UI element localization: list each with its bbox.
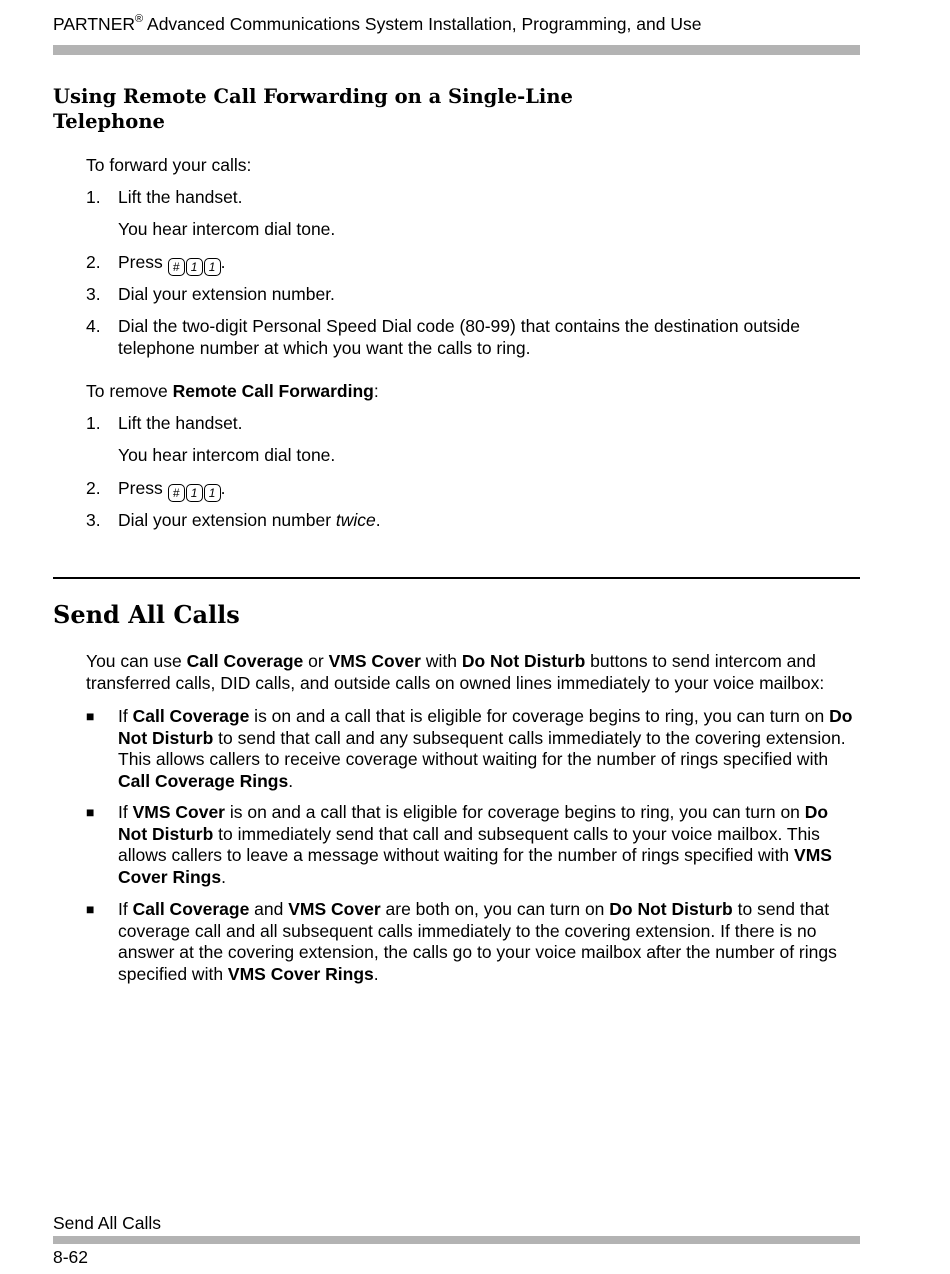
step-text: Press # 1 1 .: [118, 478, 226, 500]
one-key-icon: 1: [204, 258, 221, 276]
pound-key-icon: #: [168, 258, 185, 276]
bullet-square-icon: ■: [86, 708, 95, 724]
one-key-icon: 1: [186, 258, 203, 276]
bullet-square-icon: ■: [86, 901, 95, 917]
step-text: Dial your extension number.: [118, 284, 335, 304]
step-number: 3.: [86, 284, 101, 304]
step-text: Lift the handset.: [118, 413, 243, 433]
one-key-icon: 1: [204, 484, 221, 502]
running-header: [53, 14, 701, 35]
bullet-item: If VMS Cover is on and a call that is eligible for coverage begins to ring, you can turn on Do Not Disturb to immediately send that call and subsequent calls to your voice mailbox. This allows callers to leave a message without waiting for the number of rings specified with VMS Cover Rings.: [118, 802, 832, 887]
step-text: Dial your extension number twice.: [118, 510, 381, 530]
section-divider: [53, 577, 860, 579]
step-number: 1.: [86, 413, 101, 433]
step-number: 3.: [86, 510, 101, 530]
step-text: Press # 1 1 .: [118, 252, 226, 274]
running-footer: Send All Calls: [53, 1213, 161, 1233]
footer-bar: [53, 1236, 860, 1244]
section-heading-send-all-calls: Send All Calls: [53, 600, 240, 629]
header-brand: PARTNER: [53, 14, 136, 34]
pound-key-icon: #: [168, 484, 185, 502]
bullet-item: If Call Coverage is on and a call that is eligible for coverage begins to ring, you can turn on Do Not Disturb to send that call and any subsequent calls immediately to the covering extension. This allows callers to receive coverage without waiting for the number of rings specified with Call Coverage Rings.: [118, 706, 853, 791]
step-number: 4.: [86, 316, 101, 336]
key-sequence: [168, 484, 221, 502]
step-number: 1.: [86, 187, 101, 207]
bullet-square-icon: ■: [86, 804, 95, 820]
step-text: Lift the handset.: [118, 187, 243, 207]
page-number: 8-62: [53, 1247, 89, 1267]
key-sequence: [168, 258, 221, 276]
step-note: You hear intercom dial tone.: [118, 445, 336, 465]
step-text: Dial the two-digit Personal Speed Dial code (80-99) that contains the destination outside telephone number at which you want the calls to ring.: [118, 316, 800, 358]
one-key-icon: 1: [186, 484, 203, 502]
header-bar: [53, 45, 860, 55]
step-number: 2.: [86, 252, 101, 272]
section-heading-remote-call-forwarding: Using Remote Call Forwarding on a Single-Line Telephone: [53, 85, 573, 133]
registered-mark: ®: [135, 13, 144, 26]
step-note: You hear intercom dial tone.: [118, 219, 336, 239]
send-all-calls-intro: You can use Call Coverage or VMS Cover with Do Not Disturb buttons to send intercom and transferred calls, DID calls, and outside calls on owned lines immediately to your voice mailbox:: [86, 651, 825, 693]
step-number: 2.: [86, 478, 101, 498]
bullet-item: If Call Coverage and VMS Cover are both on, you can turn on Do Not Disturb to send that coverage call and all subsequent calls immediately to the covering extension. If there is no answer at the covering extension, the calls go to your voice mailbox after the number of rings specified with VMS Cover Rings.: [118, 899, 837, 984]
forward-intro: To forward your calls:: [86, 155, 252, 175]
header-title: Advanced Communications System Installation, Programming, and Use: [143, 14, 702, 34]
remove-intro: To remove Remote Call Forwarding:: [86, 381, 379, 401]
